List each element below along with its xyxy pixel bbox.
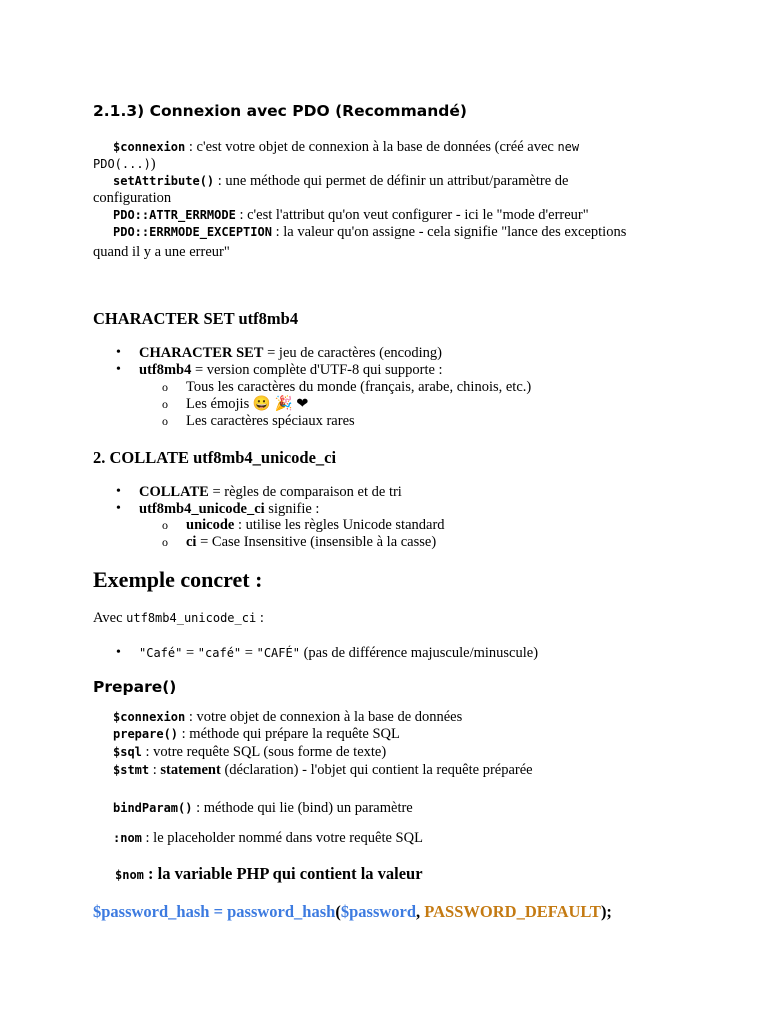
bullet-icon: • bbox=[116, 484, 121, 499]
code-errmode-exception: PDO::ERRMODE_EXCEPTION bbox=[113, 225, 272, 239]
pdo-line-attr-errmode: PDO::ATTR_ERRMODE : c'est l'attribut qu'on veut configurer - ici le "mode d'erreur" bbox=[113, 207, 589, 223]
prepare-line-bindparam: bindParam() : méthode qui lie (bind) un paramètre bbox=[113, 800, 413, 816]
prepare-line-connexion: $connexion : votre objet de connexion à la base de données bbox=[113, 709, 463, 725]
prepare-line-sql: $sql : votre requête SQL (sous forme de texte) bbox=[113, 744, 387, 760]
prepare-line-nom-variable: $nom : la variable PHP qui contient la valeur bbox=[115, 864, 423, 883]
code-attr-errmode: PDO::ATTR_ERRMODE bbox=[113, 208, 236, 222]
list-item-utf8mb4: utf8mb4 = version complète d'UTF-8 qui supporte : bbox=[139, 362, 443, 378]
pdo-line-setattribute: setAttribute() : une méthode qui permet de définir un attribut/paramètre de bbox=[113, 173, 569, 189]
list-item-collate: COLLATE = règles de comparaison et de tri bbox=[139, 484, 402, 500]
php-password-hash-line: $password_hash = password_hash($password, PASSWORD_DEFAULT); bbox=[93, 902, 612, 921]
circle-bullet-icon: o bbox=[162, 535, 168, 549]
php-constant: PASSWORD_DEFAULT bbox=[424, 902, 601, 921]
sub-item-emojis: Les émojis 😀 🎉 ❤ bbox=[186, 396, 309, 412]
section-title-example: Exemple concret : bbox=[93, 567, 263, 592]
pdo-line-setattribute-cont: configuration bbox=[93, 190, 172, 206]
circle-bullet-icon: o bbox=[162, 518, 168, 532]
code-setattribute: setAttribute() bbox=[113, 174, 215, 188]
sub-item-all-characters: Tous les caractères du monde (français, arabe, chinois, etc.) bbox=[186, 379, 532, 395]
sub-item-rare-characters: Les caractères spéciaux rares bbox=[186, 413, 355, 429]
pdo-line-connexion: $connexion : c'est votre objet de connexion à la base de données (créé avec new bbox=[113, 139, 580, 155]
pdo-line-connexion-cont: PDO(...)) bbox=[93, 156, 156, 172]
list-item-cafe-example: "Café" = "café" = "CAFÉ" (pas de différence majuscule/minuscule) bbox=[139, 645, 539, 661]
circle-bullet-icon: o bbox=[162, 380, 168, 394]
pdo-line-errmode-exception: PDO::ERRMODE_EXCEPTION : la valeur qu'on assigne - cela signifie "lance des exceptions bbox=[113, 224, 627, 240]
prepare-line-stmt: $stmt : statement (déclaration) - l'objet qui contient la requête préparée bbox=[113, 762, 533, 778]
prepare-line-prepare: prepare() : méthode qui prépare la requête SQL bbox=[113, 726, 400, 742]
list-item-unicode-ci: utf8mb4_unicode_ci signifie : bbox=[139, 501, 320, 517]
pdo-line-errmode-exception-cont: quand il y a une erreur" bbox=[93, 244, 230, 260]
section-title-pdo: 2.1.3) Connexion avec PDO (Recommandé) bbox=[93, 102, 467, 120]
bullet-icon: • bbox=[116, 645, 121, 660]
section-title-collate: 2. COLLATE utf8mb4_unicode_ci bbox=[93, 448, 337, 467]
list-item-character-set: CHARACTER SET = jeu de caractères (encoding) bbox=[139, 345, 442, 361]
section-title-prepare: Prepare() bbox=[93, 678, 177, 696]
prepare-line-nom-placeholder: :nom : le placeholder nommé dans votre requête SQL bbox=[113, 830, 423, 846]
bullet-icon: • bbox=[116, 362, 121, 377]
section-title-charset: CHARACTER SET utf8mb4 bbox=[93, 309, 299, 328]
bullet-icon: • bbox=[116, 345, 121, 360]
sub-item-unicode: unicode : utilise les règles Unicode standard bbox=[186, 517, 445, 533]
example-avec-line: Avec utf8mb4_unicode_ci : bbox=[93, 610, 264, 626]
bullet-icon: • bbox=[116, 501, 121, 516]
circle-bullet-icon: o bbox=[162, 414, 168, 428]
sub-item-ci: ci = Case Insensitive (insensible à la casse) bbox=[186, 534, 437, 550]
php-function: password_hash bbox=[227, 902, 336, 921]
circle-bullet-icon: o bbox=[162, 397, 168, 411]
php-argument: $password bbox=[340, 902, 417, 921]
php-variable: $password_hash bbox=[93, 902, 210, 921]
code-connexion: $connexion bbox=[113, 140, 186, 154]
